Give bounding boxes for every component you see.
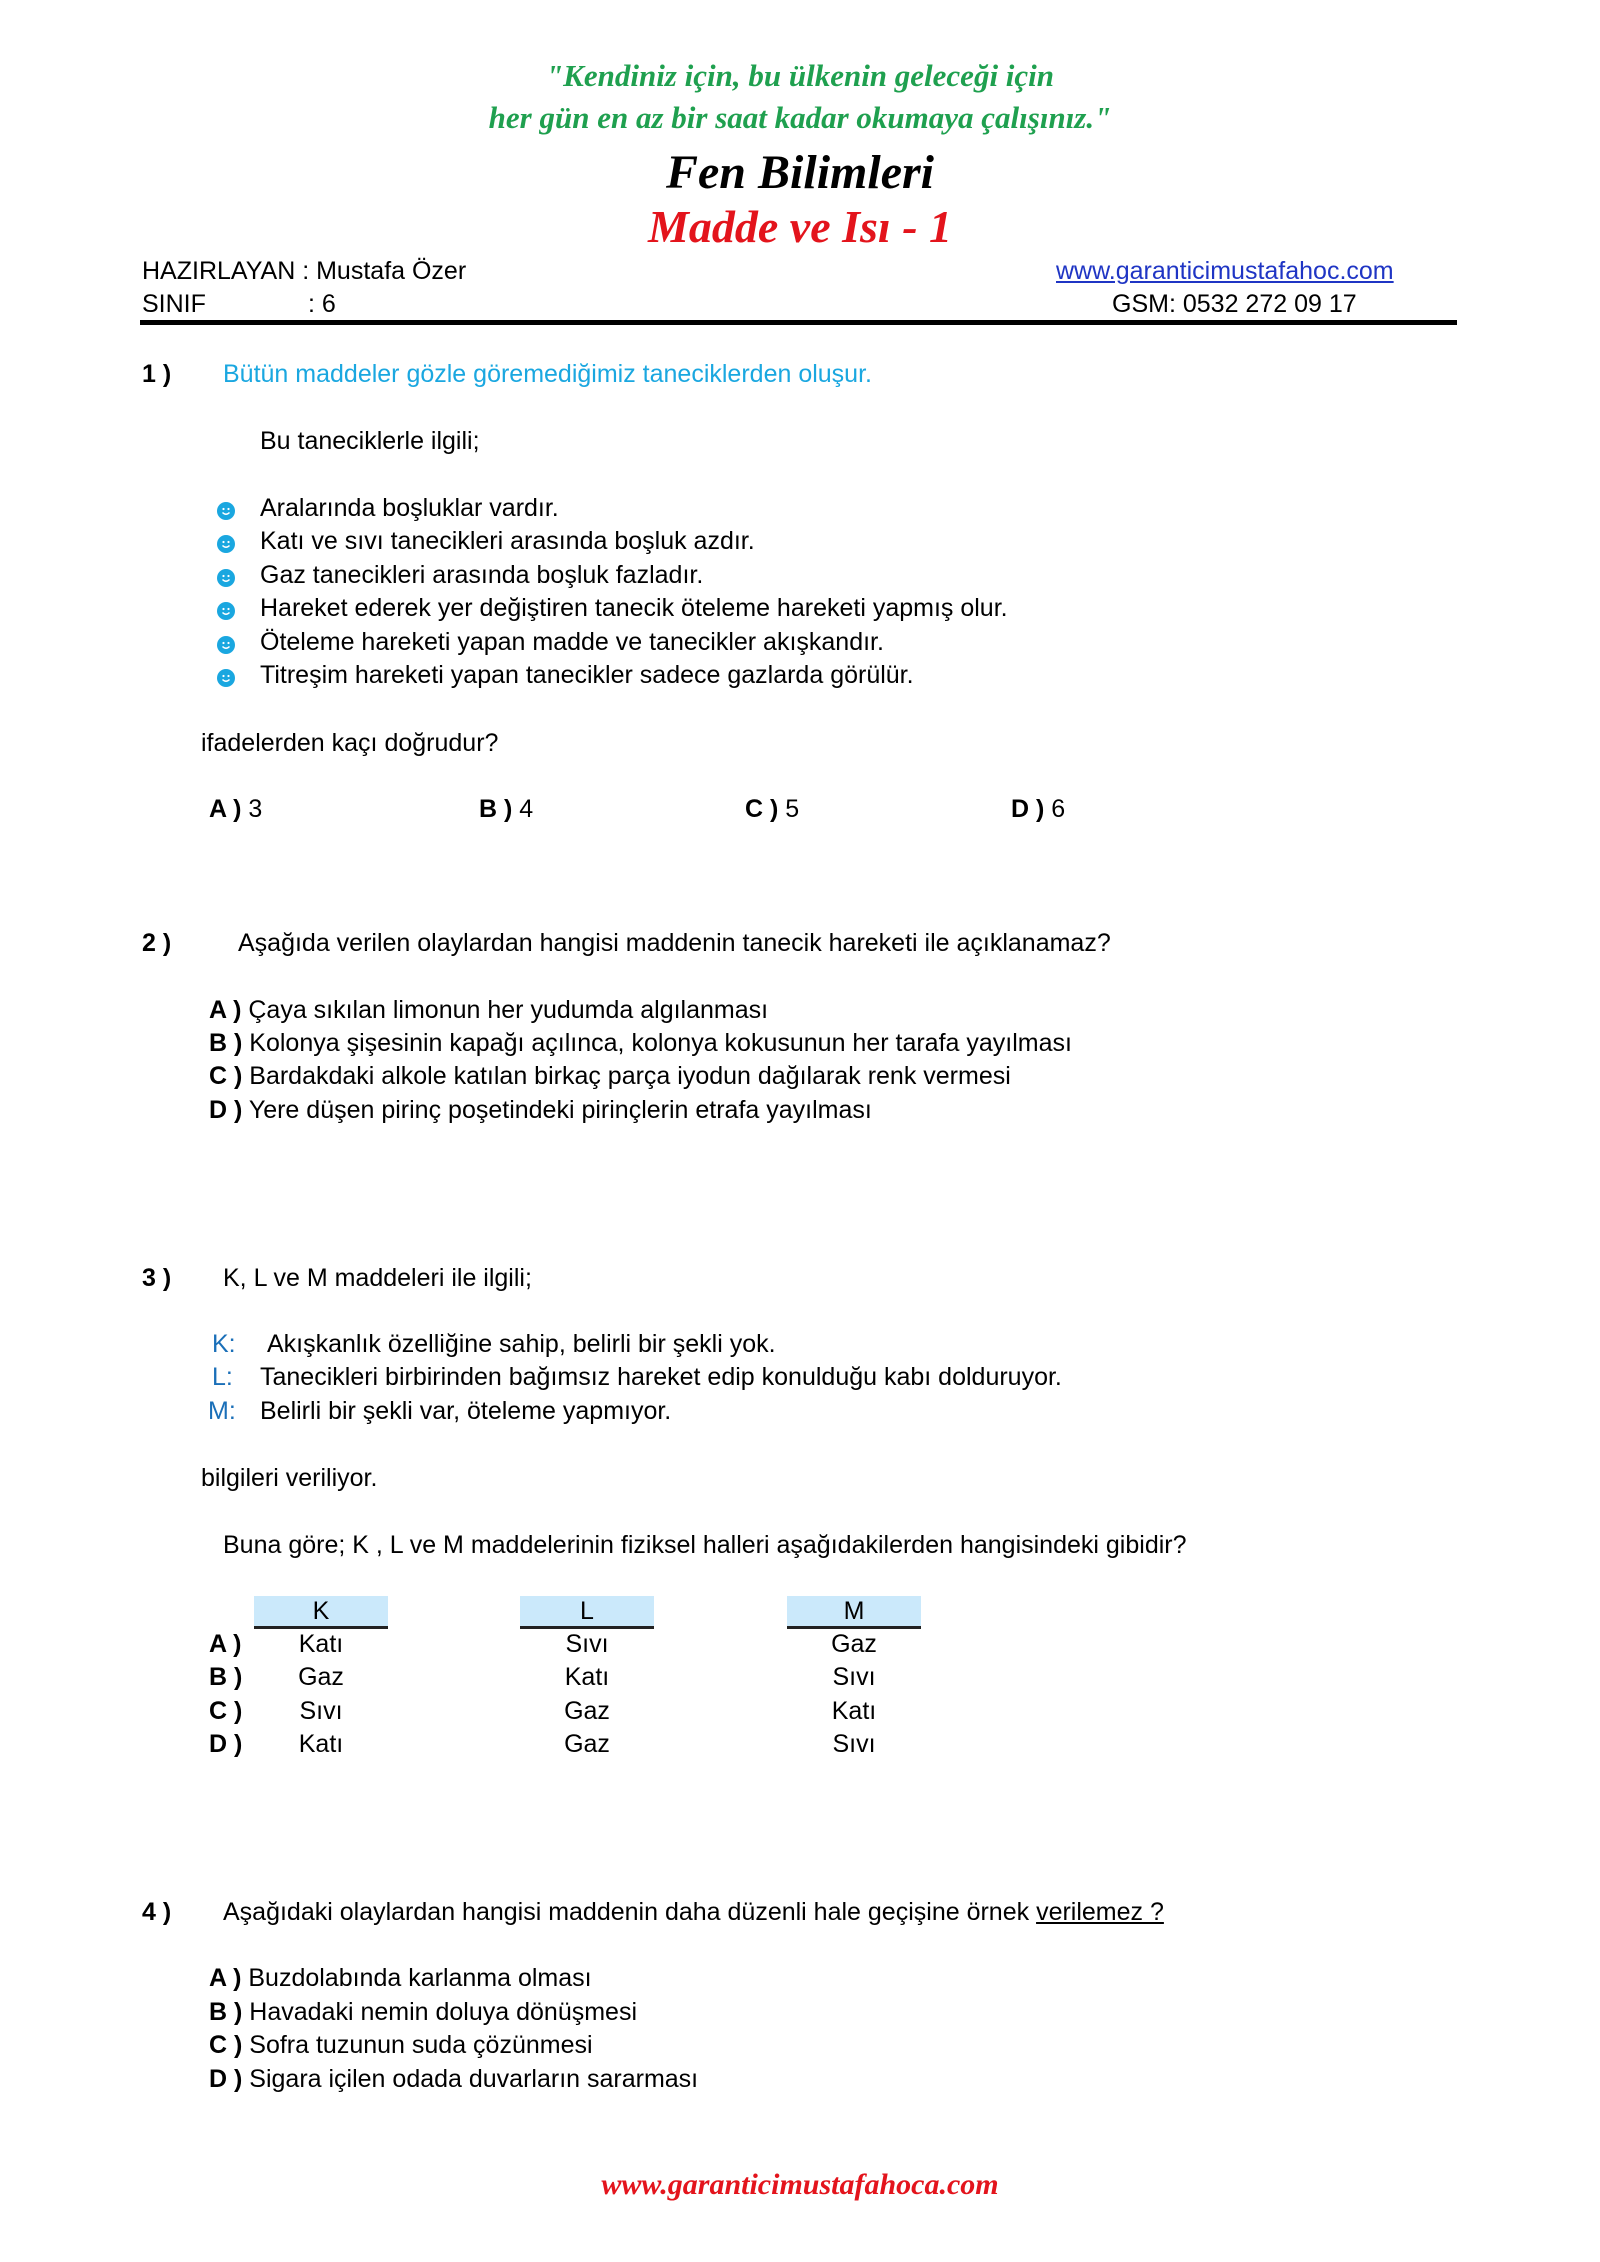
option-text: Yere düşen pirinç poşetindeki pirinçlerin etrafa yayılması bbox=[248, 1096, 872, 1124]
motto-line-2: her gün en az bir saat kadar okumaya çalışınız." bbox=[488, 100, 1112, 135]
statement-text: Gaz tanecikleri arasında boşluk fazladır. bbox=[260, 561, 704, 589]
question-prompt: ifadelerden kaçı doğrudur? bbox=[201, 729, 499, 757]
option-c[interactable] bbox=[745, 795, 799, 824]
option-text: 4 bbox=[519, 795, 534, 823]
author-label: HAZIRLAYAN : Mustafa Özer bbox=[142, 257, 467, 285]
table-cell: Katı bbox=[831, 1697, 877, 1725]
option-text: Kolonya şişesinin kapağı açılınca, kolonya kokusunun her tarafa yayılması bbox=[249, 1029, 1072, 1057]
option-text: Sigara içilen odada duvarların sararması bbox=[249, 2065, 699, 2093]
statement-text: Hareket ederek yer değiştiren tanecik öteleme hareketi yapmış olur. bbox=[260, 594, 1008, 622]
option-text: Havadaki nemin doluya dönüşmesi bbox=[249, 1998, 638, 2026]
question-after: bilgileri veriliyor. bbox=[201, 1464, 378, 1492]
header-website-link[interactable]: www.garanticimustafahoc.com bbox=[1056, 257, 1394, 285]
statement-text: Titreşim hareketi yapan tanecikler sadece gazlarda görülür. bbox=[260, 661, 914, 689]
option-b[interactable] bbox=[479, 795, 533, 824]
header-divider bbox=[140, 320, 1457, 325]
option-b[interactable] bbox=[209, 1029, 1072, 1058]
definition-key: K: bbox=[212, 1330, 236, 1358]
option-text: Bardakdaki alkole katılan birkaç parça iyodun dağılarak renk vermesi bbox=[249, 1062, 1011, 1090]
option-label: C ) bbox=[745, 795, 779, 823]
class-value: : 6 bbox=[308, 290, 336, 318]
table-cell: Sıvı bbox=[832, 1730, 876, 1758]
option-d[interactable] bbox=[209, 2065, 698, 2094]
statement-text: Katı ve sıvı tanecikleri arasında boşluk azdır. bbox=[260, 527, 755, 555]
option-label: C ) bbox=[209, 2031, 243, 2059]
table-cell: Katı bbox=[298, 1730, 344, 1758]
question-intro: Bütün maddeler gözle göremediğimiz taneciklerden oluşur. bbox=[223, 360, 872, 388]
option-d[interactable] bbox=[209, 1096, 872, 1125]
statement-text: Öteleme hareketi yapan madde ve tanecikler akışkandır. bbox=[260, 628, 884, 656]
smiley-icon bbox=[217, 602, 235, 620]
gsm-info bbox=[1112, 290, 1357, 319]
table-cell: Sıvı bbox=[832, 1663, 876, 1691]
question-number: 4 ) bbox=[142, 1898, 172, 1926]
table-cell: Gaz bbox=[564, 1697, 610, 1725]
smiley-icon bbox=[217, 669, 235, 687]
option-d[interactable] bbox=[1011, 795, 1065, 824]
question-prompt: Aşağıda verilen olaylardan hangisi maddenin tanecik hareketi ile açıklanamaz? bbox=[238, 929, 1111, 957]
definition-text: Tanecikleri birbirinden bağımsız hareket edip konulduğu kabı dolduruyor. bbox=[260, 1363, 1062, 1391]
option-text: 6 bbox=[1051, 795, 1066, 823]
page-subtitle: Madde ve Isı - 1 bbox=[647, 201, 953, 252]
question-number: 2 ) bbox=[142, 929, 172, 957]
table-header-l: L bbox=[520, 1596, 654, 1629]
table-header-m: M bbox=[787, 1596, 921, 1629]
option-label: B ) bbox=[209, 1029, 243, 1057]
motto-line-1: "Kendiniz için, bu ülkenin geleceği için bbox=[545, 58, 1055, 93]
page-title: Fen Bilimleri bbox=[665, 146, 935, 199]
gsm-label: GSM: bbox=[1112, 290, 1176, 318]
table-cell: Sıvı bbox=[299, 1697, 343, 1725]
row-label: D ) bbox=[209, 1730, 243, 1758]
option-label: C ) bbox=[209, 1062, 243, 1090]
table-cell: Gaz bbox=[298, 1663, 344, 1691]
table-cell: Gaz bbox=[564, 1730, 610, 1758]
class-label: SINIF bbox=[142, 290, 206, 318]
row-label: B ) bbox=[209, 1663, 243, 1691]
option-label: B ) bbox=[209, 1998, 243, 2026]
row-label: C ) bbox=[209, 1697, 243, 1725]
smiley-icon bbox=[217, 535, 235, 553]
option-c[interactable] bbox=[209, 2031, 593, 2060]
option-label: A ) bbox=[209, 795, 242, 823]
statement-text: Aralarında boşluklar vardır. bbox=[260, 494, 559, 522]
option-label: D ) bbox=[1011, 795, 1045, 823]
question-number: 1 ) bbox=[142, 360, 172, 388]
option-c[interactable] bbox=[209, 1062, 1011, 1091]
option-text: 3 bbox=[248, 795, 263, 823]
table-cell: Katı bbox=[564, 1663, 610, 1691]
prompt-emphasis: verilemez ? bbox=[1036, 1898, 1164, 1926]
row-label: A ) bbox=[209, 1630, 242, 1658]
table-cell: Sıvı bbox=[565, 1630, 609, 1658]
question-number: 3 ) bbox=[142, 1264, 172, 1292]
definition-key: L: bbox=[212, 1363, 233, 1391]
option-label: A ) bbox=[209, 1964, 242, 1992]
question-prompt bbox=[223, 1898, 1164, 1927]
footer-website[interactable]: www.garanticimustafahoca.com bbox=[601, 2168, 999, 2201]
option-label: A ) bbox=[209, 996, 242, 1024]
option-text: Buzdolabında karlanma olması bbox=[248, 1964, 592, 1992]
option-label: B ) bbox=[479, 795, 513, 823]
question-lead: Bu taneciklerle ilgili; bbox=[260, 427, 480, 455]
definition-text: Belirli bir şekli var, öteleme yapmıyor. bbox=[260, 1397, 672, 1425]
smiley-icon bbox=[217, 569, 235, 587]
definition-key: M: bbox=[208, 1397, 236, 1425]
option-a[interactable] bbox=[209, 996, 768, 1025]
definition-text: Akışkanlık özelliğine sahip, belirli bir şekli yok. bbox=[267, 1330, 776, 1358]
smiley-icon bbox=[217, 502, 235, 520]
option-text: Çaya sıkılan limonun her yudumda algılanması bbox=[248, 996, 769, 1024]
option-b[interactable] bbox=[209, 1998, 637, 2027]
option-label: D ) bbox=[209, 1096, 243, 1124]
smiley-icon bbox=[217, 636, 235, 654]
table-cell: Katı bbox=[298, 1630, 344, 1658]
option-text: 5 bbox=[785, 795, 800, 823]
table-cell: Gaz bbox=[831, 1630, 877, 1658]
option-a[interactable] bbox=[209, 1964, 592, 1993]
option-label: D ) bbox=[209, 2065, 243, 2093]
option-a[interactable] bbox=[209, 795, 262, 824]
question-prompt: Buna göre; K , L ve M maddelerinin fiziksel halleri aşağıdakilerden hangisindeki gibidir? bbox=[223, 1531, 1187, 1559]
option-text: Sofra tuzunun suda çözünmesi bbox=[249, 2031, 593, 2059]
gsm-value: 0532 272 09 17 bbox=[1182, 290, 1357, 318]
table-header-k: K bbox=[254, 1596, 388, 1629]
question-intro: K, L ve M maddeleri ile ilgili; bbox=[223, 1264, 532, 1292]
prompt-main: Aşağıdaki olaylardan hangisi maddenin daha düzenli hale geçişine örnek bbox=[223, 1898, 1037, 1926]
